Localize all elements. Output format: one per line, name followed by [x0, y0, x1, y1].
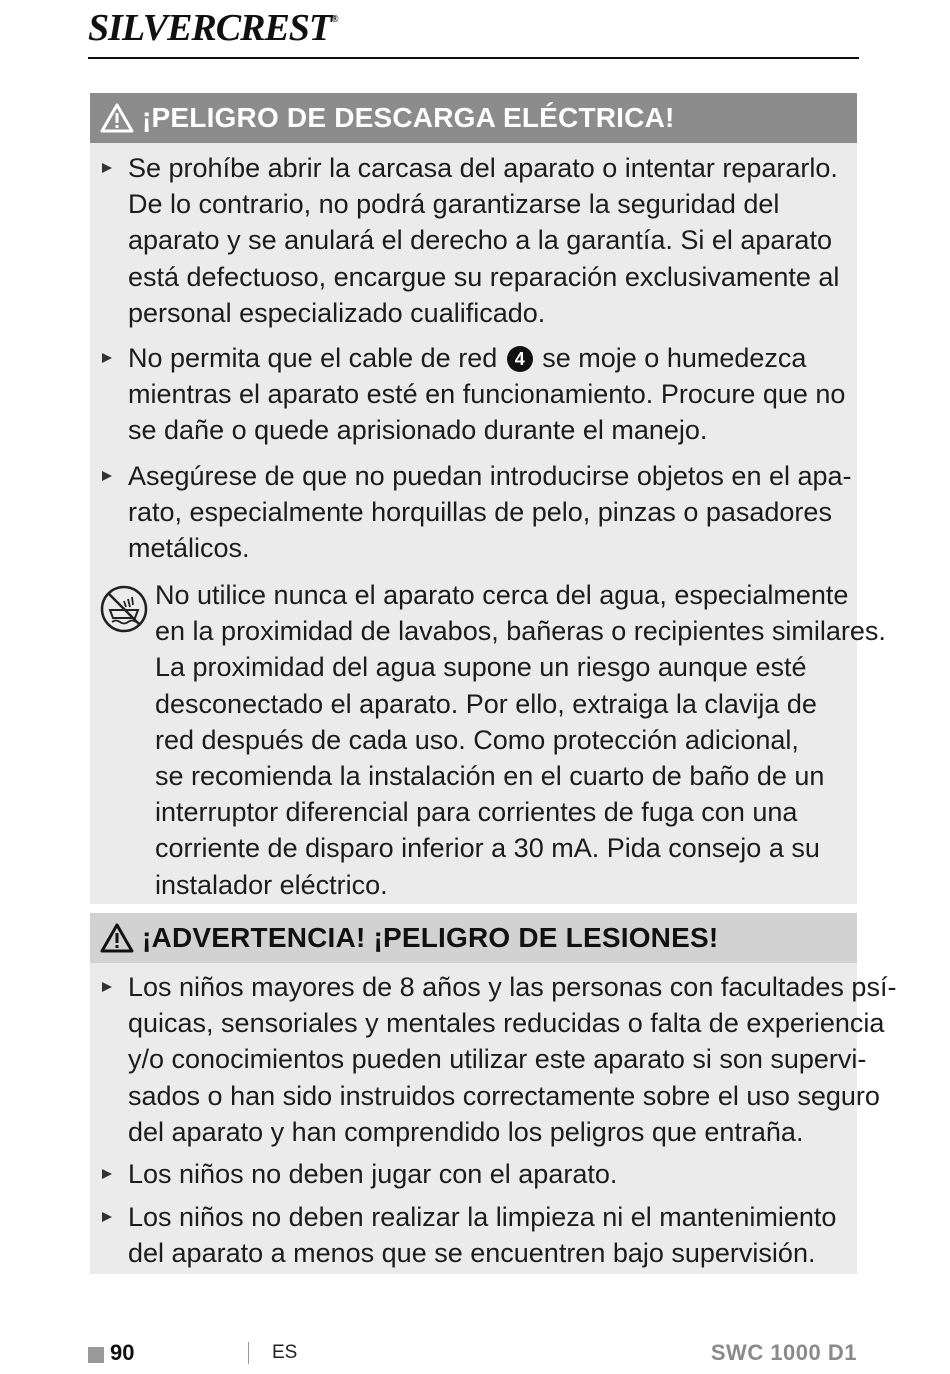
- part-number-badge: 4: [507, 346, 533, 372]
- text-line: está defectuoso, encargue su reparación exclusivamente al: [128, 261, 840, 292]
- arrow-bullet-icon: [102, 353, 112, 363]
- injury-warning-box: [90, 913, 897, 1274]
- text-line: en la proximidad de lavabos, bañeras o recipientes similares.: [155, 616, 886, 647]
- no-water-bathtub-icon: [100, 585, 148, 633]
- text-line: Se prohíbe abrir la carcasa del aparato o intentar repararlo.: [128, 153, 838, 183]
- brand-logo: [88, 6, 338, 50]
- text-line: del aparato a menos que se encuentren bajo supervisión.: [128, 1238, 816, 1269]
- header-rule: [88, 57, 859, 59]
- model-number: SWC 1000 D1: [710, 1340, 857, 1365]
- logo-registered: ®: [331, 14, 338, 25]
- text-line: Los niños no deben realizar la limpieza ni el mantenimiento: [128, 1202, 837, 1232]
- text-line: No utilice nunca el aparato cerca del agua, especialmente: [155, 580, 849, 610]
- text-line: Los niños no deben jugar con el aparato.: [128, 1159, 618, 1189]
- electric-shock-warning-box: [90, 93, 886, 904]
- text-line: personal especializado cualificado.: [128, 297, 546, 328]
- page-number: 90: [110, 1340, 135, 1365]
- text-line: instalador eléctrico.: [155, 869, 388, 900]
- text-line: Los niños mayores de 8 años y las personas con facultades psí-: [128, 972, 897, 1002]
- section-heading-text: ¡PELIGRO DE DESCARGA ELÉCTRICA!: [142, 102, 675, 133]
- page-marker: [88, 1347, 104, 1363]
- text-line: rato, especialmente horquillas de pelo, pinzas o pasadores: [128, 497, 832, 528]
- text-line: se dañe o quede aprisionado durante el manejo.: [128, 415, 708, 446]
- arrow-bullet-icon: [102, 471, 112, 481]
- text-line: red después de cada uso. Como protección adicional,: [155, 724, 799, 755]
- arrow-bullet-icon: [102, 163, 112, 173]
- logo-second: CREST: [215, 7, 332, 49]
- warning-triangle-icon: [100, 923, 134, 953]
- text-line: interruptor diferencial para corrientes de fuga con una: [155, 797, 798, 828]
- text-line: aparato y se anulará el derecho a la garantía. Si el aparato: [128, 225, 832, 256]
- arrow-bullet-icon: [102, 982, 112, 992]
- section-heading: [90, 913, 857, 963]
- text-line: del aparato y han comprendido los peligros que entraña.: [128, 1116, 804, 1147]
- text-line: Asegúrese de que no puedan introducirse objetos en el apa-: [128, 461, 852, 491]
- text-line: La proximidad del agua supone un riesgo aunque esté: [155, 652, 807, 683]
- logo-main: SILVER: [88, 7, 216, 49]
- text-fragment: No permita que el cable de red: [128, 343, 498, 373]
- text-line: corriente de disparo inferior a 30 mA. Pida consejo a su: [155, 833, 820, 864]
- text-line: De lo contrario, no podrá garantizarse la seguridad del: [128, 189, 780, 220]
- text-line: desconectado el aparato. Por ello, extraiga la clavija de: [155, 688, 817, 719]
- section-heading-text: ¡ADVERTENCIA! ¡PELIGRO DE LESIONES!: [142, 922, 719, 953]
- footer-divider: [248, 1342, 249, 1364]
- text-line: quicas, sensoriales y mentales reducidas o falta de experiencia: [128, 1008, 885, 1039]
- text-line: y/o conocimientos pueden utilizar este aparato si son supervi-: [128, 1044, 867, 1075]
- text-fragment: se moje o humedezca: [542, 343, 807, 373]
- text-line: sados o han sido instruidos correctamente sobre el uso seguro: [128, 1080, 880, 1111]
- arrow-bullet-icon: [102, 1212, 112, 1222]
- warning-triangle-icon: [100, 103, 134, 133]
- language-code: ES: [272, 1342, 298, 1363]
- text-line: mientras el aparato esté en funcionamiento. Procure que no: [128, 379, 846, 410]
- text-line: se recomienda la instalación en el cuarto de baño de un: [155, 761, 825, 792]
- text-line: metálicos.: [128, 533, 250, 564]
- section-heading: [90, 93, 857, 143]
- text-line: [128, 340, 853, 376]
- page-footer: [88, 1340, 859, 1370]
- arrow-bullet-icon: [102, 1169, 112, 1179]
